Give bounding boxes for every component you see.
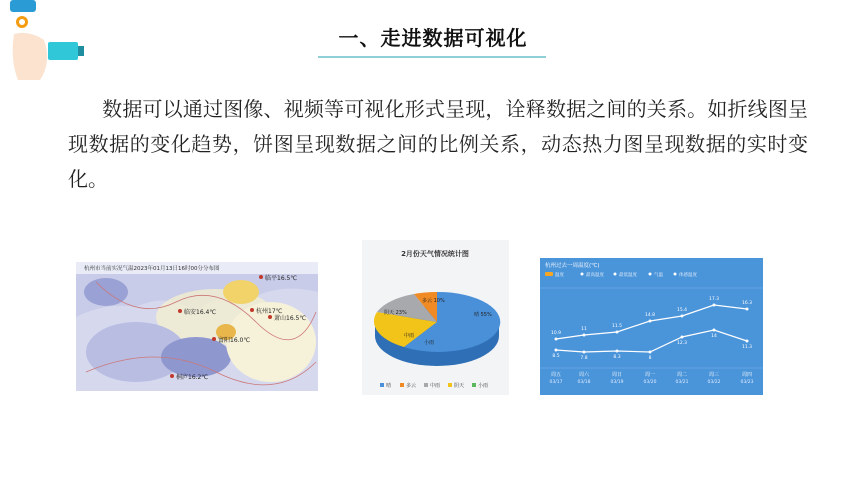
heatmap-label: 桐庐16.2℃ — [176, 374, 209, 381]
logo-icon — [0, 0, 90, 90]
high-temp-label: 10.9 — [550, 331, 562, 336]
low-temp-label: 7.8 — [580, 356, 588, 361]
pie-legend-item: 中雨 — [430, 383, 441, 389]
weather-day-label: 周二 — [676, 372, 688, 378]
weather-date-label: 03/21 — [675, 380, 689, 385]
heatmap-label: 临平16.5℃ — [265, 275, 298, 282]
high-temp-label: 17.3 — [708, 297, 720, 302]
weather-legend-item: 最低温度 — [619, 273, 637, 278]
low-temp-label: 8.3 — [613, 355, 621, 360]
pie-legend-item: 多云 — [406, 383, 417, 389]
pie-legend-item: 晴 — [386, 383, 392, 389]
body-paragraph — [68, 92, 808, 197]
weather-legend-item: 最高温度 — [586, 273, 604, 278]
weather-legend-item: 体感温度 — [679, 273, 697, 278]
heatmap-label: 杭州17℃ — [256, 308, 283, 315]
heatmap-label: 富阳16.0℃ — [218, 337, 251, 344]
weather-date-label: 03/18 — [577, 380, 591, 385]
weather-date-label: 03/19 — [610, 380, 624, 385]
weather-date-label: 03/22 — [707, 380, 721, 385]
weather-day-label: 周一 — [644, 372, 656, 378]
weather-legend-item: 气温 — [654, 273, 663, 278]
pie-slice-label: 中雨 — [404, 333, 415, 339]
pie-chart-image — [362, 240, 509, 395]
weather-day-label: 周日 — [611, 372, 623, 378]
weather-title: 杭州过去一周温度(℃) — [545, 263, 600, 269]
weather-day-label: 周四 — [741, 372, 753, 378]
heatmap-label: 临安16.4℃ — [184, 309, 217, 316]
weather-legend-item: 温度 — [555, 273, 564, 278]
weather-day-label: 周六 — [578, 372, 590, 378]
weather-date-label: 03/23 — [740, 380, 754, 385]
pie-slice-label: 阴天 23% — [384, 310, 407, 316]
high-temp-label: 16.3 — [741, 301, 753, 306]
body-paragraph-text: 数据可以通过图像、视频等可视化形式呈现，诠释数据之间的关系。如折线图呈现数据的变化趋势，饼图呈现数据之间的比例关系，动态热力图呈现数据的实时变化。 — [68, 97, 808, 191]
weather-day-label: 周三 — [708, 372, 720, 378]
section-title: 一、走进数据可视化 — [338, 26, 528, 50]
high-temp-label: 11.5 — [611, 324, 623, 329]
high-temp-label: 14.8 — [644, 313, 656, 318]
heatmap-caption: 杭州市当前实况气温2023年01月13日16时00分分布图 — [84, 266, 220, 272]
pie-legend-item: 小雨 — [478, 383, 489, 389]
weather-date-label: 03/17 — [549, 380, 563, 385]
low-temp-label: 8.5 — [552, 354, 560, 359]
low-temp-label: 8 — [648, 356, 652, 361]
weather-date-label: 03/20 — [643, 380, 657, 385]
high-temp-label: 15.4 — [676, 308, 688, 313]
heatmap-label: 萧山16.5℃ — [274, 315, 307, 322]
weather-day-label: 周五 — [550, 372, 562, 378]
title-underline — [318, 56, 546, 58]
low-temp-label: 11.3 — [741, 345, 753, 350]
pie-slice-label: 晴 55% — [474, 312, 492, 318]
low-temp-label: 12.3 — [676, 341, 688, 346]
high-temp-label: 11 — [581, 327, 587, 332]
heatmap-image — [76, 262, 318, 391]
pie-legend-item: 阴天 — [454, 383, 465, 389]
low-temp-label: 14 — [711, 334, 717, 339]
weather-chart-image — [540, 258, 763, 395]
pie-slice-label: 多云 10% — [422, 298, 445, 304]
pie-slice-label: 小雨 — [424, 340, 435, 346]
pie-title: 2月份天气情况统计图 — [401, 250, 469, 258]
